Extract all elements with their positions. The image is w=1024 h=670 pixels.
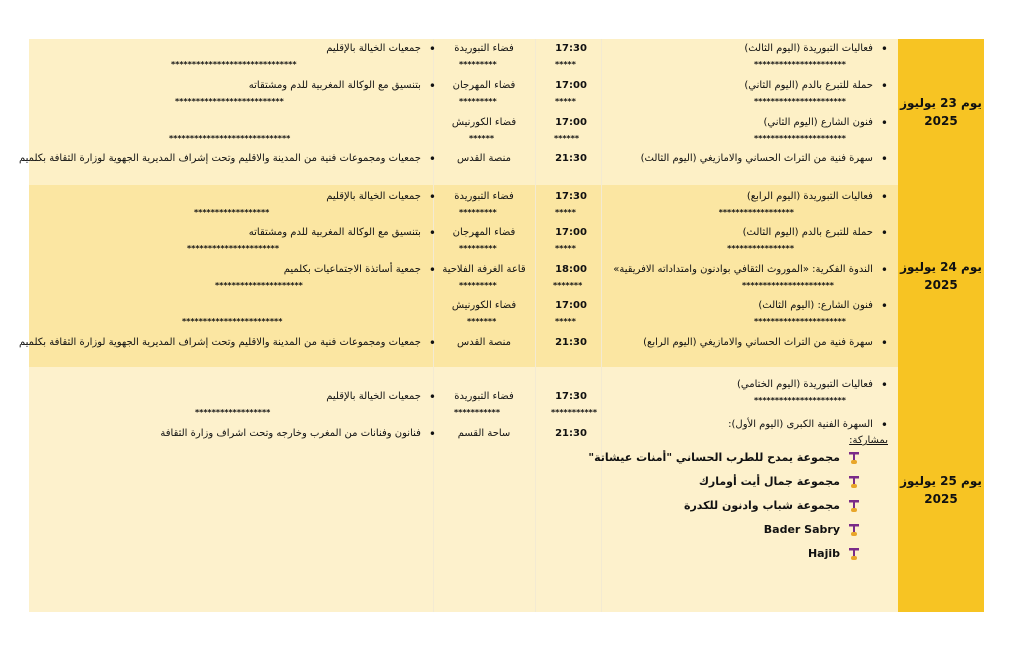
separator-stars: ****************** <box>194 208 270 217</box>
performer-item: مجموعة يمدح للطرب الحساني "أمنات عيشاتة" <box>588 451 860 464</box>
program-table <box>19 39 984 612</box>
event-title: • فنون الشارع: (اليوم الثالث) <box>758 299 888 313</box>
separator-stars: ***** <box>555 208 576 217</box>
day-label: يوم 23 يوليوز 2025 <box>898 39 984 185</box>
event-title: • سهرة فنية من التراث الحساني والامازيغي (اليوم الثالث) <box>640 152 888 166</box>
separator-stars: ************************ <box>182 317 283 326</box>
event-place: فضاء التبوريدة <box>454 191 514 202</box>
event-place: فضاء المهرجان <box>452 80 516 91</box>
event-time: 21:30 <box>555 153 587 164</box>
event-title: • حملة للتبرع بالدم (اليوم الثالث) <box>742 226 888 240</box>
separator-stars: **************** <box>727 244 794 253</box>
arrow-bullet-icon <box>848 524 860 536</box>
event-participants: • فنانون وفنانات من المغرب وخارجه وتحت اشراف وزارة الثقافة <box>160 427 436 441</box>
event-place: فضاء الكورنيش <box>451 117 517 128</box>
event-time: 21:30 <box>555 337 587 348</box>
event-time: 17:30 <box>555 391 587 402</box>
event-title: • السهرة الفنية الكبرى (اليوم الأول): <box>728 418 888 432</box>
event-time: 17:00 <box>555 227 587 238</box>
separator-stars: ***** <box>555 97 576 106</box>
day-row-24 <box>19 185 984 367</box>
separator-stars: ********* <box>459 208 497 217</box>
event-place: فضاء التبوريدة <box>454 43 514 54</box>
event-time: 17:00 <box>555 80 587 91</box>
separator-stars: ****** <box>554 134 580 143</box>
event-time: 17:00 <box>555 300 587 311</box>
event-title: • فعاليات التبوريدة (اليوم الثالث) <box>744 42 888 56</box>
separator-stars: ******* <box>553 281 583 290</box>
performer-item: Hajib <box>808 547 860 560</box>
day-label: يوم 25 يوليوز 2025 <box>898 367 984 612</box>
separator-stars: ***** <box>555 244 576 253</box>
day-label: يوم 24 يوليوز 2025 <box>898 185 984 367</box>
event-time: 17:30 <box>555 191 587 202</box>
separator-stars: ******* <box>467 317 497 326</box>
separator-stars: ********************** <box>753 97 846 106</box>
separator-stars: ********* <box>459 97 497 106</box>
event-place: ساحة القسم <box>457 428 511 439</box>
event-place: فضاء المهرجان <box>452 227 516 238</box>
separator-stars: ****************** <box>195 408 271 417</box>
performer-item: مجموعة شباب وادنون للكدرة <box>684 499 860 512</box>
separator-stars: ********************* <box>215 281 303 290</box>
event-place: منصة القدس <box>457 337 511 348</box>
participation-label: بمشاركة: <box>849 435 888 446</box>
event-title: • فعاليات التبوريدة (اليوم الرابع) <box>746 190 888 204</box>
separator-stars: ********* <box>459 244 497 253</box>
separator-stars: ********************** <box>753 317 846 326</box>
event-title: • الندوة الفكرية: «الموروث الثقافي بوادنون وامتداداته الافريقية» <box>613 263 888 277</box>
day-row-23 <box>19 39 984 185</box>
day-row-25 <box>29 367 984 612</box>
separator-stars: ***** <box>555 60 576 69</box>
event-time: 18:00 <box>555 264 587 275</box>
event-participants: • بتنسيق مع الوكالة المغربية للدم ومشتقاته <box>248 226 436 240</box>
separator-stars: *********** <box>454 408 501 417</box>
separator-stars: ***** <box>555 317 576 326</box>
event-place: فضاء التبوريدة <box>454 391 514 402</box>
performer-item: مجموعة جمال أيت أومارك <box>699 475 860 488</box>
separator-stars: ********************** <box>741 281 834 290</box>
event-participants: • جمعيات ومجموعات فنية من المدينة والاقليم وتحت إشراف المديرية الجهوية لوزارة الثقافة بكلميم <box>19 336 436 350</box>
event-participants: • جمعيات ومجموعات فنية من المدينة والاقليم وتحت إشراف المديرية الجهوية لوزارة الثقافة بكلميم <box>19 152 436 166</box>
arrow-bullet-icon <box>848 452 860 464</box>
performer-item: Bader Sabry <box>764 523 860 536</box>
separator-stars: ************************** <box>175 97 284 106</box>
arrow-bullet-icon <box>848 500 860 512</box>
separator-stars: ***************************** <box>169 134 291 143</box>
arrow-bullet-icon <box>848 476 860 488</box>
event-title: • فنون الشارع (اليوم الثاني) <box>763 116 888 130</box>
event-participants: • جمعية أساتذة الاجتماعيات بكلميم <box>283 263 436 277</box>
event-title: • حملة للتبرع بالدم (اليوم الثاني) <box>744 79 888 93</box>
event-place: فضاء الكورنيش <box>451 300 517 311</box>
arrow-bullet-icon <box>848 548 860 560</box>
event-time: 17:30 <box>555 43 587 54</box>
event-participants: • بتنسيق مع الوكالة المغربية للدم ومشتقاته <box>248 79 436 93</box>
separator-stars: ********************** <box>753 134 846 143</box>
event-time: 17:00 <box>555 117 587 128</box>
event-participants: • جمعيات الخيالة بالإقليم <box>326 190 436 204</box>
event-place: قاعة الغرفة الفلاحية <box>442 264 526 275</box>
separator-stars: ********************** <box>187 244 280 253</box>
separator-stars: ****** <box>469 134 495 143</box>
event-title: • فعاليات التبوريدة (اليوم الختامي) <box>737 378 888 392</box>
event-participants: • جمعيات الخيالة بالإقليم <box>326 42 436 56</box>
event-title: • سهرة فنية من التراث الحساني والامازيغي (اليوم الرابع) <box>643 336 888 350</box>
event-place: منصة القدس <box>457 153 511 164</box>
separator-stars: ****************** <box>718 208 794 217</box>
separator-stars: ********* <box>459 281 497 290</box>
event-participants: • جمعيات الخيالة بالإقليم <box>326 390 436 404</box>
event-time: 21:30 <box>555 428 587 439</box>
separator-stars: ********* <box>459 60 497 69</box>
separator-stars: *********** <box>551 408 598 417</box>
separator-stars: ********************** <box>753 60 846 69</box>
separator-stars: ****************************** <box>171 60 297 69</box>
separator-stars: ********************** <box>753 396 846 405</box>
